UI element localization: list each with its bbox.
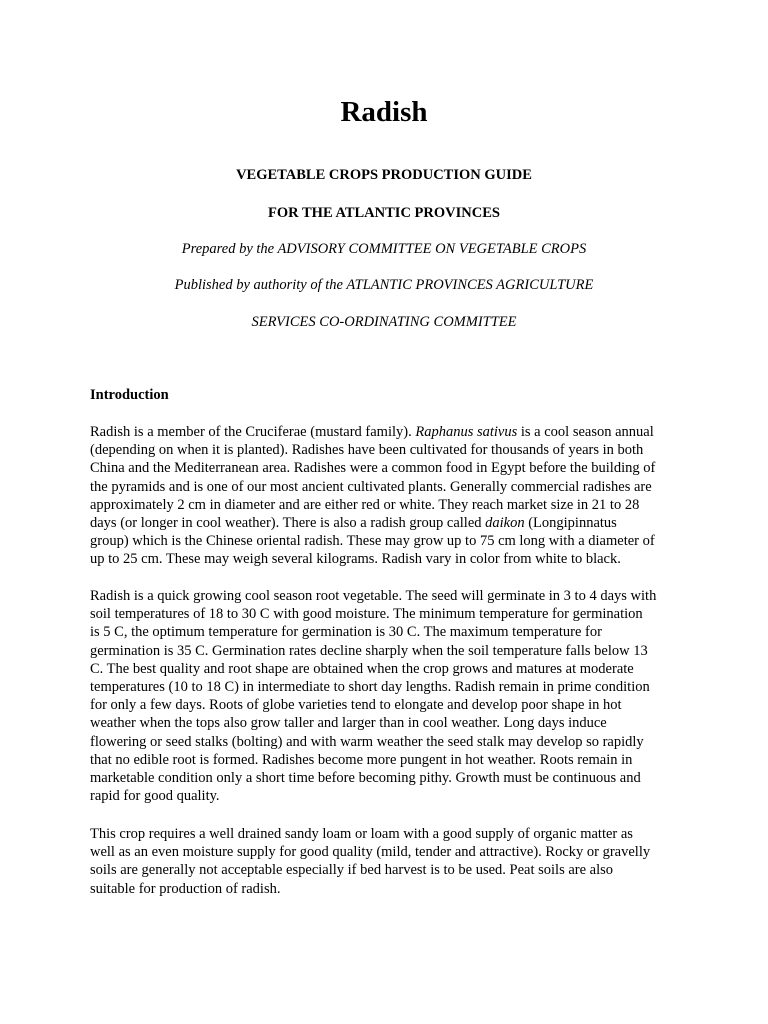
paragraph-line: suitable for production of radish. bbox=[90, 880, 281, 897]
paragraph-line: C. The best quality and root shape are obtained when the crop grows and matures at moderate bbox=[90, 660, 634, 677]
paragraph-line: Radish is a quick growing cool season root vegetable. The seed will germinate in 3 to 4 days with bbox=[90, 588, 657, 604]
paragraph-line: group) which is the Chinese oriental radish. These may grow up to 75 cm long with a diameter of bbox=[90, 533, 655, 550]
paragraph-line: This crop requires a well drained sandy loam or loam with a good supply of organic matter as bbox=[90, 826, 633, 842]
introduction-heading: Introduction bbox=[90, 387, 169, 403]
paragraph-line: China and the Mediterranean area. Radishes were a common food in Egypt before the building of bbox=[90, 460, 656, 477]
paragraph-line: is 5 C, the optimum temperature for germination is 30 C. The maximum temperature for bbox=[90, 624, 602, 641]
guide-title-line-2: FOR THE ATLANTIC PROVINCES bbox=[268, 205, 500, 221]
prepared-by-line: Prepared by the ADVISORY COMMITTEE ON VEGETABLE CROPS bbox=[181, 241, 587, 257]
daikon-term: daikon bbox=[485, 515, 525, 532]
paragraph-line: approximately 2 cm in diameter and are either red or white. They reach market size in 21 to 28 bbox=[90, 496, 640, 513]
paragraph-line bbox=[90, 423, 680, 441]
paragraph-line: for only a few days. Roots of globe varieties tend to elongate and develop poor shape in hot bbox=[90, 697, 622, 714]
document-title: Radish bbox=[340, 96, 428, 128]
published-by-line-1: Published by authority of the ATLANTIC PROVINCES AGRICULTURE bbox=[174, 277, 594, 293]
paragraph-line: the pyramids and is one of our most ancient cultivated plants. Generally commercial radishes are bbox=[90, 478, 652, 495]
paragraph-line: up to 25 cm. These may weigh several kilograms. Radish vary in color from white to black. bbox=[90, 551, 621, 568]
introduction-paragraph-1 bbox=[90, 423, 680, 569]
scientific-name: Raphanus sativus bbox=[415, 424, 518, 440]
paragraph-line: germination is 35 C. Germination rates decline sharply when the soil temperature falls below 13 bbox=[90, 642, 648, 659]
guide-title-line-1: VEGETABLE CROPS PRODUCTION GUIDE bbox=[236, 167, 532, 183]
paragraph-line: soil temperatures of 18 to 30 C with good moisture. The minimum temperature for germination bbox=[90, 606, 643, 623]
paragraph-line: soils are generally not acceptable especially if bed harvest is to be used. Peat soils are also bbox=[90, 862, 614, 879]
published-by-line-2: SERVICES CO-ORDINATING COMMITTEE bbox=[251, 314, 517, 330]
text-run: (Longipinnatus bbox=[524, 515, 617, 532]
introduction-paragraph-2 bbox=[90, 587, 680, 805]
paragraph-line: well as an even moisture supply for good quality (mild, tender and attractive). Rocky or gravelly bbox=[90, 844, 651, 861]
paragraph-line: that no edible root is formed. Radishes become more pungent in hot weather. Roots remain in bbox=[90, 751, 633, 768]
paragraph-line: (depending on when it is planted). Radishes have been cultivated for thousands of years in both bbox=[90, 442, 644, 459]
introduction-paragraph-3 bbox=[90, 825, 680, 898]
paragraph-line: marketable condition only a short time before becoming pithy. Growth must be continuous and bbox=[90, 770, 641, 787]
paragraph-line: rapid for good quality. bbox=[90, 788, 220, 805]
text-run: days (or longer in cool weather). There is also a radish group called bbox=[90, 515, 486, 532]
paragraph-line: temperatures (10 to 18 C) in intermediate to short day lengths. Radish remain in prime condition bbox=[90, 679, 650, 696]
paragraph-line bbox=[90, 514, 680, 532]
paragraph-line: weather when the tops also grow taller and larger than in cool weather. Long days induce bbox=[90, 715, 607, 732]
text-run: Radish is a member of the Cruciferae (mustard family). bbox=[90, 424, 416, 440]
text-run: is a cool season annual bbox=[517, 424, 654, 440]
paragraph-line: flowering or seed stalks (bolting) and with warm weather the seed stalk may develop so rapidly bbox=[90, 733, 644, 750]
